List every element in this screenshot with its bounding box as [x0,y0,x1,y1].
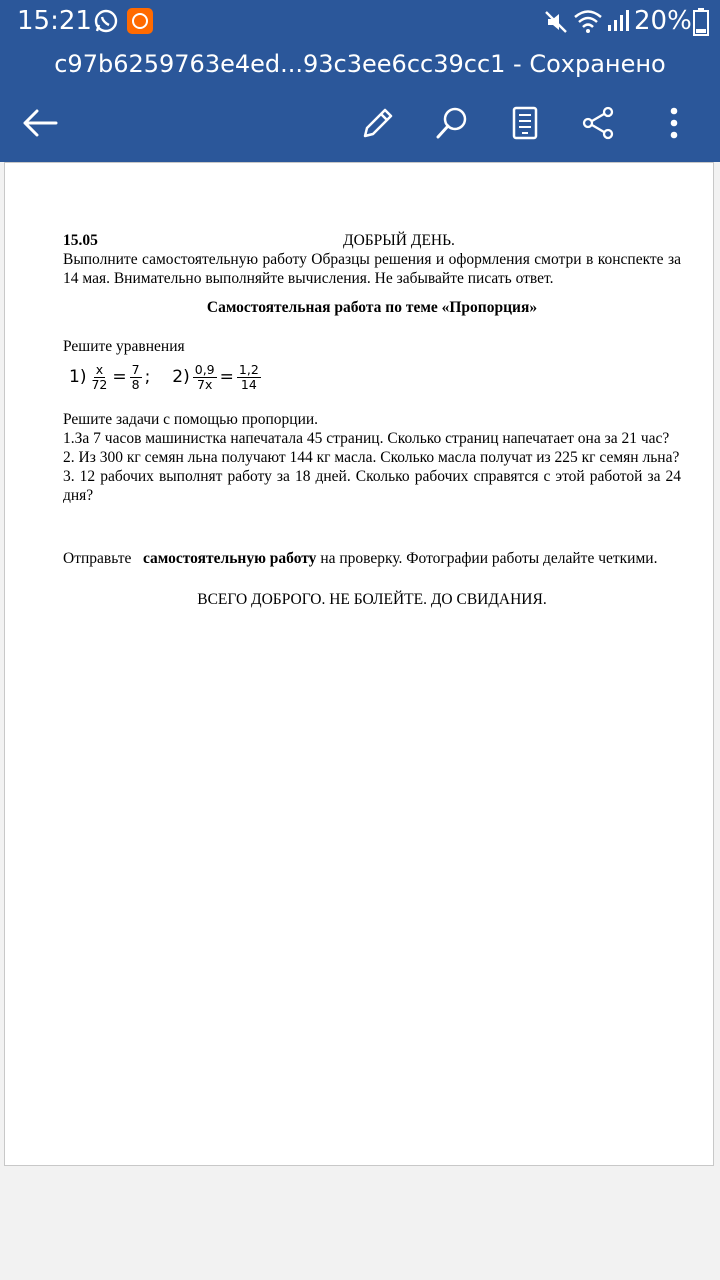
share-icon [581,106,615,140]
task-1: 1.За 7 часов машинистка напечатала 45 страниц. Сколько страниц напечатает она за 21 час? [63,430,670,447]
eq1-fraction-left [89,363,109,392]
eq1-separator: ; [144,366,151,387]
edit-button[interactable] [356,101,400,145]
task-3: 3. 12 рабочих выполнят работу за 18 дней. Сколько рабочих справятся с этой работой за 24 дня? [63,468,681,504]
eq1-den1: 72 [91,376,108,392]
wifi-icon [573,8,603,34]
task-2: 2. Из 300 кг семян льна получают 144 кг масла. Сколько масла получат из 225 кг семян льна? [63,449,680,466]
document-title: c97b6259763e4ed...93c3ee6cc39cc1 - Сохранено [0,44,720,84]
edit-pencil-icon [361,106,395,140]
eq1-num2: 7 [131,361,140,377]
mute-icon [543,9,569,35]
work-title: Самостоятельная работа по теме «Пропорция» [206,299,538,316]
equations-row [69,358,681,396]
eq2-num2: 1,2 [238,361,259,377]
eq1-equals: = [112,366,127,387]
more-icon [669,106,679,140]
document-page[interactable] [4,162,714,1166]
eq2-fraction-left [193,363,217,392]
eq2-den1: 7x [197,376,213,392]
more-options-button[interactable] [652,101,696,145]
back-button[interactable] [18,101,62,145]
send-pre: Отправьте [63,550,132,567]
reading-mode-icon [512,106,538,140]
eq2-den2: 14 [240,376,257,392]
toolbar [0,84,720,162]
eq1-fraction-right [130,363,142,392]
status-bar [0,0,720,44]
tasks-heading: Решите задачи с помощью пропорции. [63,411,319,428]
status-time: 15:21 [17,6,92,36]
eq2-label: 2) [172,366,190,387]
equations-heading: Решите уравнения [63,338,185,355]
lesson-date: 15.05 [63,232,98,249]
eq1-den2: 8 [131,376,140,392]
eq1-label: 1) [69,366,87,387]
eq1-num1: x [95,361,104,377]
eq2-fraction-right [237,363,261,392]
battery-icon [693,8,709,36]
send-instructions [63,549,681,568]
send-post: на проверку. Фотографии работы делайте четкими. [320,550,658,567]
share-button[interactable] [576,101,620,145]
back-arrow-icon [22,108,58,138]
signal-icon [607,10,629,32]
eq2-num1: 0,9 [194,361,215,377]
farewell: ВСЕГО ДОБРОГО. НЕ БОЛЕЙТЕ. ДО СВИДАНИЯ. [197,591,547,608]
intro-paragraph: Выполните самостоятельную работу Образцы решения и оформления смотри в конспекте за 14 мая. Внимательно выполняйте вычисления. Не забывайте писать ответ. [63,251,681,287]
search-icon [435,106,469,140]
document-body [63,231,681,609]
reading-mode-button[interactable] [503,101,547,145]
send-bold: самостоятельную работу [142,550,317,567]
mi-app-icon [127,8,153,34]
battery-percent: 20% [634,6,692,36]
search-button[interactable] [430,101,474,145]
whatsapp-icon [93,8,119,34]
eq2-equals: = [219,366,234,387]
greeting: ДОБРЫЙ ДЕНЬ. [343,232,455,249]
